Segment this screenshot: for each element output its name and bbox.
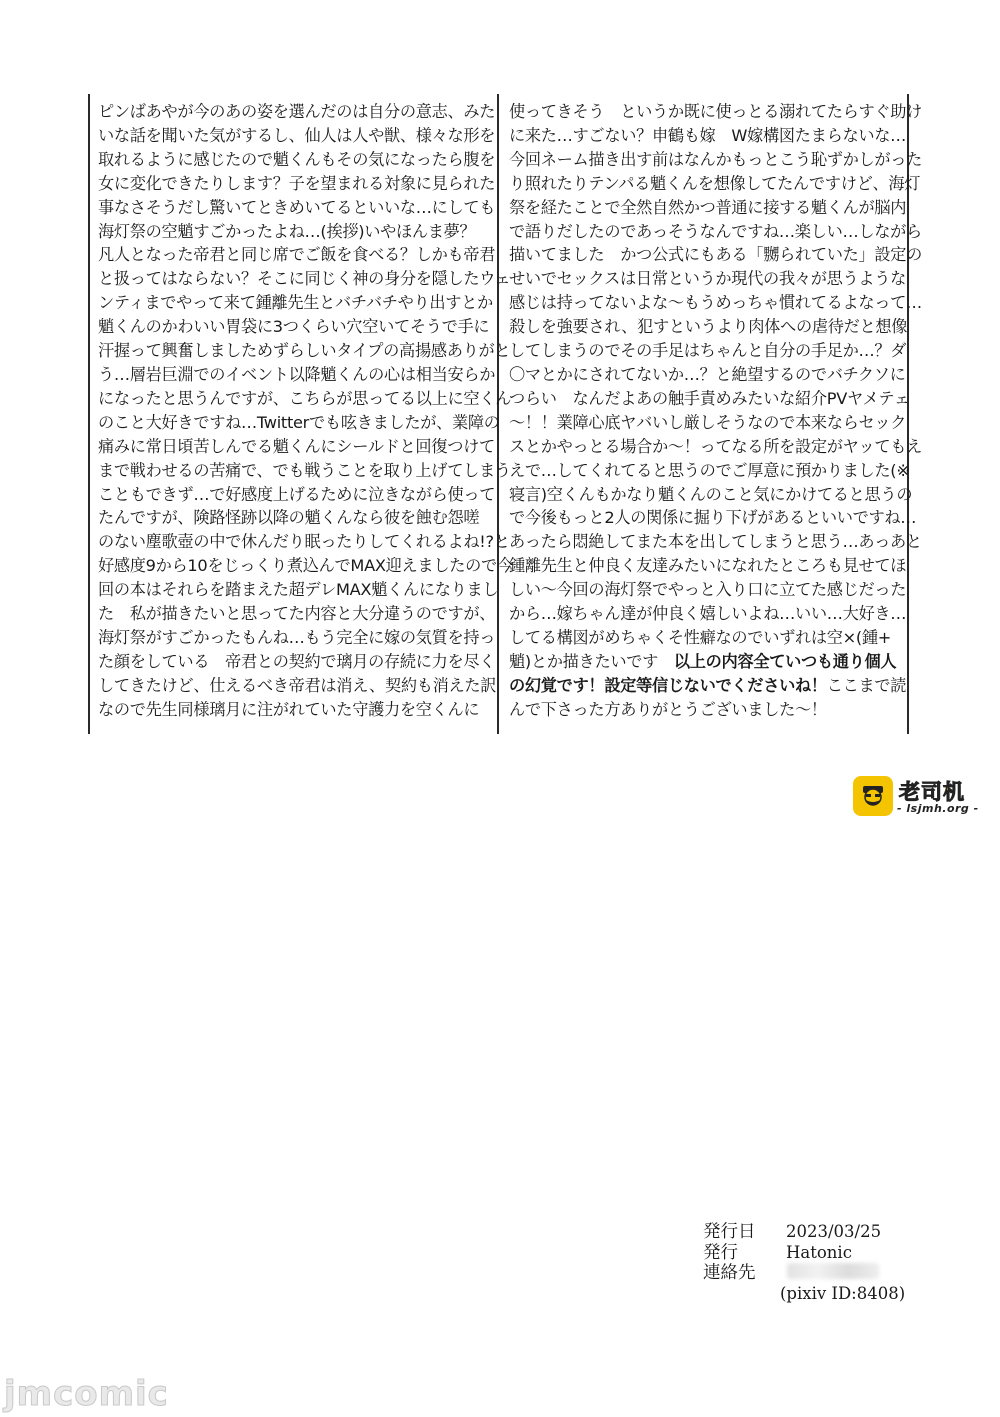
text-line: してきたけど、仕えるべき帝君は消え、契約も消えた訳 — [98, 675, 497, 695]
text-line: こともできず…で好感度上げるために泣きながら使って — [98, 484, 496, 504]
bearded-face-icon — [860, 784, 886, 810]
text-line: 事なさそうだし驚いてときめいてるといいな…にしても — [98, 197, 496, 217]
column-rule-left — [88, 94, 90, 734]
logo-site: - lsjmh.org - — [897, 802, 979, 815]
text-line: と扱ってはならない？そこに同じく神の身分を隠したウェ — [98, 269, 511, 289]
text-line: になったと思うんですが、こちらが思ってる以上に空くん — [98, 388, 512, 408]
colophon-value: Hatonic — [786, 1242, 852, 1262]
text-line: 凡人となった帝君と同じ席でご飯を食べる？しかも帝君 — [98, 245, 496, 265]
text-line — [509, 506, 922, 530]
text-line — [509, 626, 922, 650]
text-segment: スとかやっとる場合か〜！ってなる所を設定がヤッてもえ — [509, 436, 923, 456]
afterword-right-column — [509, 100, 922, 722]
text-segment: しい〜今回の海灯祭でやっと入り口に立てた感じだった — [509, 580, 907, 600]
text-line: たんですが、険路怪跡以降の魈くんなら彼を蝕む怨嗟 — [98, 508, 480, 528]
text-line — [509, 363, 922, 387]
text-line — [509, 578, 922, 602]
text-segment: んで下さった方ありがとうございました〜！ — [509, 699, 827, 719]
text-line: 魈くんのかわいい胃袋に3つくらい穴空いてそうで手に — [98, 317, 490, 337]
text-line: 痛みに常日頃苦しんでる魈くんにシールドと回復つけて — [98, 436, 495, 456]
text-line: いな話を聞いた気がするし、仙人は人や獣、様々な形を — [98, 125, 496, 145]
text-line — [509, 172, 922, 196]
text-line — [509, 243, 922, 267]
text-line — [509, 554, 922, 578]
text-segment: 魈)とか描きたいです — [509, 651, 674, 671]
text-segment: 鍾離先生と仲良く友達みたいになれたところも見せてほ — [509, 556, 907, 576]
text-segment: り照れたりテンパる魈くんを想像してたんですけど、海灯 — [509, 173, 921, 193]
text-segment: 〜！！業障心底ヤバいし厳しそうなので本来ならセック — [509, 412, 907, 432]
text-line — [509, 435, 922, 459]
colophon-key: 発行 — [703, 1242, 738, 1263]
text-segment: 殺しを強要され、犯すというより肉体への虐待だと想像 — [509, 317, 908, 337]
text-line — [509, 196, 922, 220]
text-segment: で語りだしたのであっそうなんですね…楽しい…しながら — [509, 221, 922, 241]
text-line — [509, 602, 922, 626]
text-line: た顔をしている 帝君との契約で璃月の存続に力を尽く — [98, 651, 496, 671]
text-segment: 〇マとかにされてないか…？と絶望するのでバチクソに — [509, 364, 906, 384]
text-segment: せいでセックスは日常というか現代の我々が思うような — [509, 269, 907, 289]
text-segment: に来た…すごない？申鶴も嫁 W嫁構図たまらないな… — [509, 125, 907, 145]
text-line — [509, 339, 922, 363]
text-segment: 描いてました かつ公式にもある「嬲られていた」設定の — [509, 245, 923, 265]
text-segment: 感じは持ってないよな〜もうめっちゃ慣れてるよなって… — [509, 293, 922, 313]
text-line — [509, 267, 922, 291]
colophon-key: 連絡先 — [703, 1263, 756, 1283]
colophon-value: (pixiv ID:8408) — [780, 1283, 906, 1303]
site-logo — [853, 776, 985, 818]
text-line — [509, 411, 922, 435]
text-line — [509, 100, 922, 124]
text-segment: から…嫁ちゃん達が仲良く嬉しいよね…いい…大好き… — [509, 604, 907, 624]
text-line: ンティまでやって来て鍾離先生とバチバチやり出すとか — [98, 293, 493, 313]
text-line: ピンばあやが今のあの姿を選んだのは自分の意志、みた — [98, 102, 496, 121]
text-line — [509, 291, 922, 315]
text-line: 女に変化できたりします？子を望まれる対象に見られた — [98, 173, 496, 193]
text-line: 海灯祭の空魈すごかったよね…(挨拶)いやほんま夢？ — [98, 221, 476, 241]
colophon-key: 発行日 — [703, 1222, 756, 1242]
text-line: まで戦わせるの苦痛で、でも戦うことを取り上げてしまう — [98, 460, 511, 480]
text-segment: つらい なんだよあの触手責めみたいな紹介PVヤメテェ — [509, 388, 910, 408]
text-segment: 寝言)空くんもかなり魈くんのこと気にかけてると思うの — [509, 484, 913, 504]
text-line: なので先生同様璃月に注がれていた守護力を空くんに — [98, 699, 480, 719]
afterword-left-column — [98, 100, 513, 722]
text-line: のこと大好きですね…Twitterでも呟きましたが、業障の — [98, 412, 500, 432]
text-line — [509, 459, 922, 483]
text-line: た 私が描きたいと思ってた内容と大分違うのですが、 — [98, 604, 496, 624]
text-line — [509, 387, 922, 411]
text-segment: あったら悶絶してまた本を出してしまうと思う…あっあと — [509, 532, 922, 552]
text-line — [509, 674, 922, 698]
text-line: う…層岩巨淵でのイベント以降魈くんの心は相当安らか — [98, 364, 496, 384]
logo-name: 老司机 — [899, 780, 965, 804]
redacted-contact — [787, 1263, 879, 1279]
text-line: のない塵歌壺の中で休んだり眠ったりしてくれるよね!?と — [98, 532, 510, 552]
text-segment: 使ってきそう というか既に使っとる溺れてたらすぐ助け — [509, 102, 923, 121]
text-line — [509, 483, 922, 507]
text-segment: 祭を経たことで全然自然かつ普通に接する魈くんが脳内 — [509, 197, 907, 217]
text-line — [509, 530, 922, 554]
text-line — [509, 220, 922, 244]
text-line — [509, 148, 922, 172]
text-line: 回の本はそれらを踏まえた超デレMAX魈くんになりまし — [98, 580, 499, 600]
emphasis-text: の幻覚です！設定等信じないでくださいね！ — [509, 675, 827, 695]
text-line: 取れるように感じたので魈くんもその気になったら腹を — [98, 149, 496, 169]
emphasis-text: 以上の内容全ていつも通り個人 — [673, 651, 897, 671]
text-line — [509, 124, 922, 148]
text-segment: えで…してくれてると思うのでご厚意に預かりました(※ — [509, 460, 910, 480]
logo-badge — [853, 776, 893, 816]
text-line — [509, 698, 922, 722]
colophon-value: 2023/03/25 — [786, 1222, 882, 1241]
text-segment: してしまうのでその手足はちゃんと自分の手足か…？ダ — [509, 341, 907, 361]
text-segment: で今後もっと2人の関係に掘り下げがあるといいですね… — [509, 508, 917, 528]
text-line: 好感度9から10をじっくり煮込んでMAX迎えましたので今 — [98, 556, 513, 576]
text-segment: ここまで読 — [826, 675, 907, 695]
text-segment: 今回ネーム描き出す前はなんかもっとこう恥ずかしがった — [509, 149, 923, 169]
text-line — [509, 315, 922, 339]
text-line: 汗握って興奮しましためずらしいタイプの高揚感ありがと — [98, 341, 511, 361]
text-segment: してる構図がめちゃくそ性癖なのでいずれは空×(鍾+ — [509, 627, 892, 647]
footer-watermark: jmcomic — [4, 1374, 169, 1414]
text-line — [509, 650, 922, 674]
text-line: 海灯祭がすごかったもんね…もう完全に嫁の気質を持っ — [98, 627, 496, 647]
